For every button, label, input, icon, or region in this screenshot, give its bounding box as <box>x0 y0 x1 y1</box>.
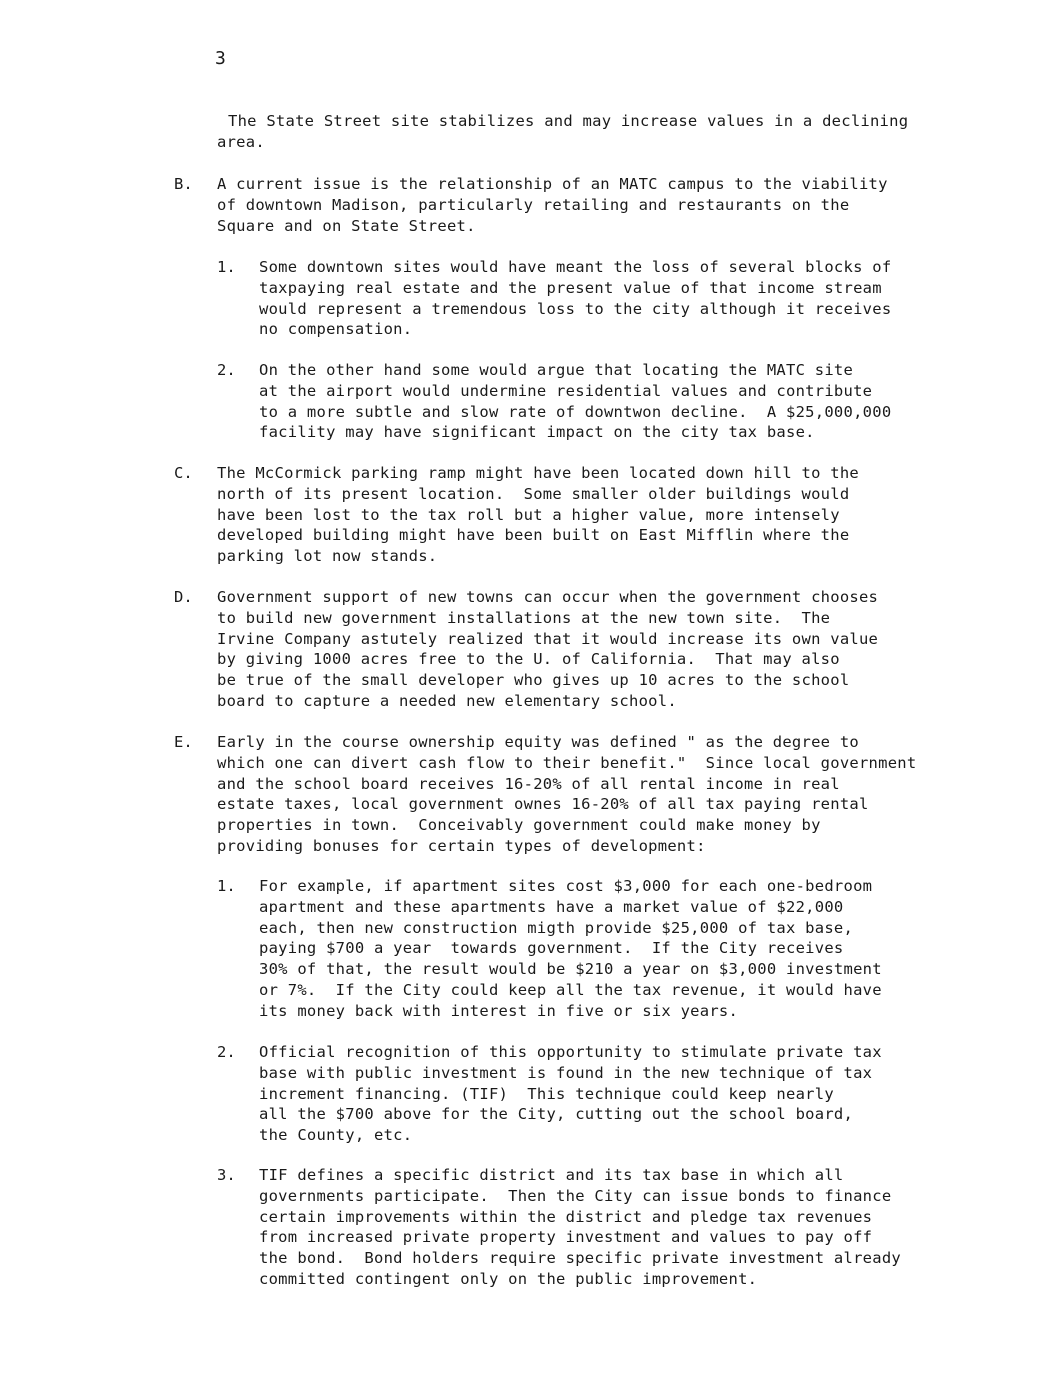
item-line: to a more subtle and slow rate of downtwon decline. A $25,000,000 <box>259 402 892 421</box>
section-b-paragraph <box>217 174 888 236</box>
section-e-item-2 <box>259 1042 882 1146</box>
section-b-line: of downtown Madison, particularly retailing and restaurants on the <box>217 195 850 214</box>
section-d-line: to build new government installations at the new town site. The <box>217 608 831 627</box>
item-line: governments participate. Then the City can issue bonds to finance <box>259 1186 892 1205</box>
section-b-item-1 <box>259 257 891 340</box>
section-c-paragraph <box>217 463 859 567</box>
item-line: For example, if apartment sites cost $3,000 for each one-bedroom <box>259 877 873 895</box>
section-b-label: B. <box>174 175 193 193</box>
section-c-line: The McCormick parking ramp might have been located down hill to the <box>217 464 859 482</box>
section-e-line: providing bonuses for certain types of development: <box>217 836 706 855</box>
section-e-label: E. <box>174 733 193 751</box>
section-e-item-3 <box>259 1165 901 1290</box>
section-e-line: which one can divert cash flow to their benefit." Since local government <box>217 753 917 772</box>
item-line: certain improvements within the district and pledge tax revenues <box>259 1207 873 1226</box>
item-line: committed contingent only on the public improvement. <box>259 1269 758 1288</box>
item-line: facility may have significant impact on the city tax base. <box>259 423 815 442</box>
item-line: paying $700 a year towards government. If the City receives <box>259 939 844 958</box>
page-number: 3 <box>215 48 226 69</box>
section-b-item-2-label: 2. <box>217 361 236 379</box>
intro-line: area. <box>217 133 265 151</box>
item-line: no compensation. <box>259 320 413 339</box>
section-d-line: board to capture a needed new elementary school. <box>217 691 677 710</box>
section-e-line: Early in the course ownership equity was defined " as the degree to <box>217 733 859 751</box>
section-c-line: developed building might have been built on East Mifflin where the <box>217 526 850 545</box>
item-line: 30% of that, the result would be $210 a year on $3,000 investment <box>259 960 882 979</box>
intro-paragraph <box>228 111 908 132</box>
item-line: would represent a tremendous loss to the city although it receives <box>259 299 892 318</box>
section-e-paragraph <box>217 732 916 857</box>
section-b-item-2 <box>259 360 891 443</box>
section-d-line: be true of the small developer who gives up 10 acres to the school <box>217 671 850 690</box>
intro-paragraph-cont <box>217 132 265 153</box>
section-e-line: and the school board receives 16-20% of all rental income in real <box>217 774 840 793</box>
item-line: the County, etc. <box>259 1126 413 1145</box>
section-d-paragraph <box>217 587 878 712</box>
section-d-line: Government support of new towns can occur when the government chooses <box>217 588 879 606</box>
section-c-label: C. <box>174 464 193 482</box>
section-e-line: estate taxes, local government ownes 16-20% of all tax paying rental <box>217 795 869 814</box>
section-e-item-1-label: 1. <box>217 877 236 895</box>
section-b-item-1-label: 1. <box>217 258 236 276</box>
item-line: base with public investment is found in the new technique of tax <box>259 1063 873 1082</box>
section-e-item-1 <box>259 876 882 1022</box>
section-b-line: A current issue is the relationship of an MATC campus to the viability <box>217 175 888 193</box>
item-line: all the $700 above for the City, cutting out the school board, <box>259 1105 854 1124</box>
section-d-line: by giving 1000 acres free to the U. of California. That may also <box>217 650 840 669</box>
section-e-line: properties in town. Conceivably government could make money by <box>217 816 821 835</box>
item-line: from increased private property investment and values to pay off <box>259 1228 873 1247</box>
section-c-line: have been lost to the tax roll but a higher value, more intensely <box>217 505 840 524</box>
intro-line: The State Street site stabilizes and may increase values in a declining <box>228 112 909 130</box>
item-line: at the airport would undermine residential values and contribute <box>259 381 873 400</box>
section-e-item-2-label: 2. <box>217 1043 236 1061</box>
item-line: taxpaying real estate and the present value of that income stream <box>259 278 882 297</box>
section-c-line: parking lot now stands. <box>217 547 438 566</box>
item-line: the bond. Bond holders require specific private investment already <box>259 1249 901 1268</box>
section-c-line: north of its present location. Some smaller older buildings would <box>217 484 850 503</box>
item-line: apartment and these apartments have a market value of $22,000 <box>259 897 844 916</box>
item-line: Some downtown sites would have meant the loss of several blocks of <box>259 258 892 276</box>
item-line: TIF defines a specific district and its tax base in which all <box>259 1166 844 1184</box>
item-line: each, then new construction migth provide $25,000 of tax base, <box>259 918 854 937</box>
item-line: On the other hand some would argue that locating the MATC site <box>259 361 854 379</box>
item-line: or 7%. If the City could keep all the tax revenue, it would have <box>259 980 882 999</box>
item-line: its money back with interest in five or six years. <box>259 1001 739 1020</box>
item-line: increment financing. (TIF) This technique could keep nearly <box>259 1084 834 1103</box>
section-b-line: Square and on State Street. <box>217 216 476 235</box>
section-d-label: D. <box>174 588 193 606</box>
item-line: Official recognition of this opportunity to stimulate private tax <box>259 1043 882 1061</box>
section-d-line: Irvine Company astutely realized that it would increase its own value <box>217 629 879 648</box>
section-e-item-3-label: 3. <box>217 1166 236 1184</box>
